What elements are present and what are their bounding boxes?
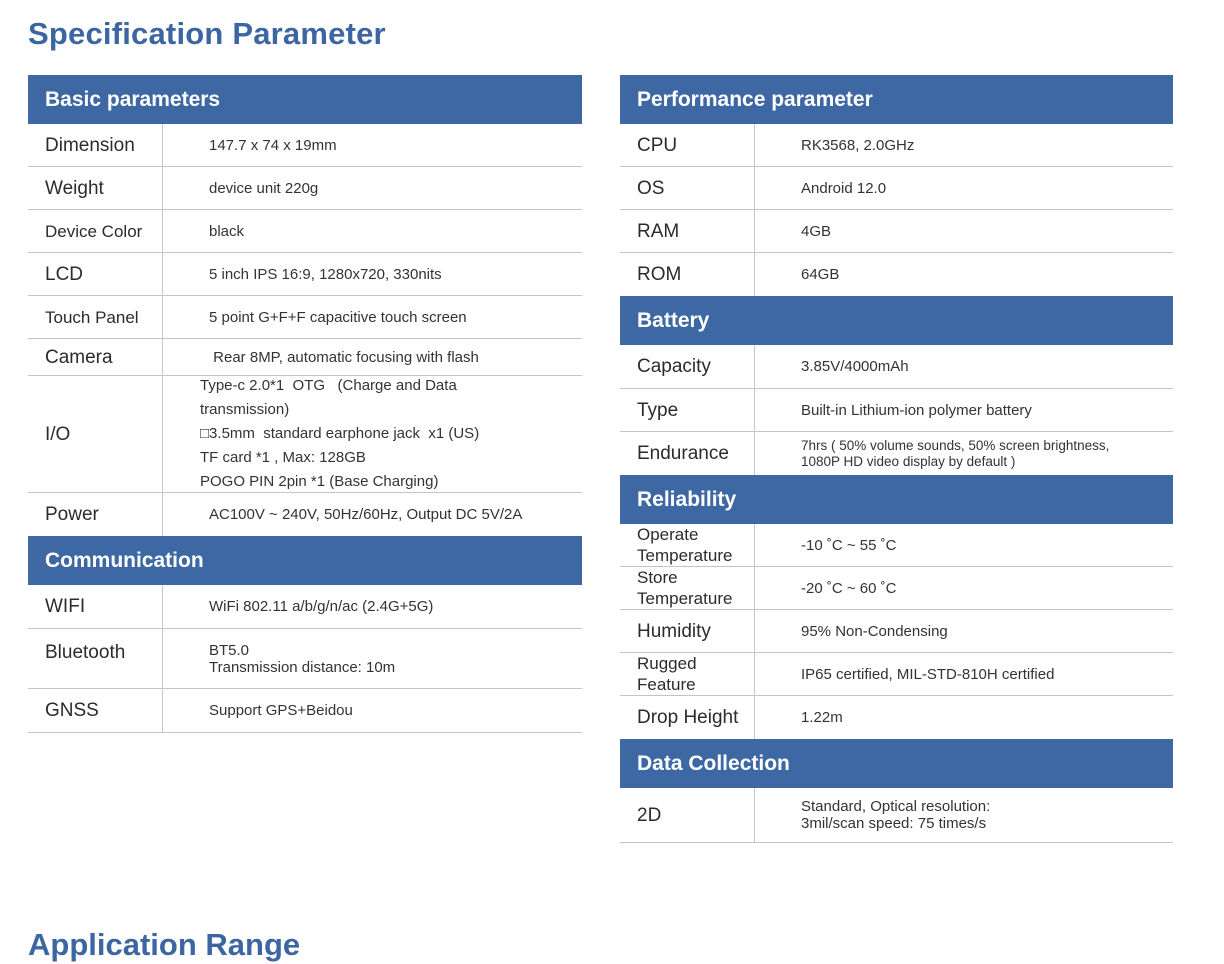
spec-row-type (620, 389, 1173, 432)
spec-label: LCD (28, 253, 163, 295)
section-header-battery: Battery (620, 296, 1173, 345)
spec-label: Touch Panel (28, 296, 163, 338)
spec-value (755, 788, 1173, 842)
spec-value: IP65 certified, MIL-STD-810H certified (801, 665, 1055, 683)
spec-value: -20 ˚C ~ 60 ˚C (801, 579, 897, 597)
spec-row-touch-panel (28, 296, 582, 339)
io-line: Type-c 2.0*1 OTG (Charge and Data (200, 377, 457, 394)
spec-value: 1.22m (801, 709, 843, 726)
spec-row-drop-height (620, 696, 1173, 739)
spec-value: -10 ˚C ~ 55 ˚C (801, 536, 897, 554)
spec-value (163, 629, 582, 688)
section-header-communication: Communication (28, 536, 582, 585)
io-line: □3.5mm standard earphone jack x1 (US) (200, 425, 480, 442)
spec-label: Power (28, 493, 163, 536)
spec-label: Drop Height (620, 696, 755, 739)
spec-row-camera (28, 339, 582, 376)
spec-value (163, 376, 582, 492)
spec-label: Bluetooth (28, 629, 163, 688)
section-header-reliability: Reliability (620, 475, 1173, 524)
spec-label: 2D (620, 788, 755, 842)
spec-row-lcd (28, 253, 582, 296)
spec-label: I/O (28, 376, 163, 492)
spec-label: GNSS (28, 689, 163, 732)
io-line: transmission) (200, 401, 290, 418)
spec-label: WIFI (28, 585, 163, 628)
spec-value: AC100V ~ 240V, 50Hz/60Hz, Output DC 5V/2A (209, 506, 523, 523)
spec-label: OS (620, 167, 755, 209)
spec-row-operate-temperature (620, 524, 1173, 567)
spec-value: Android 12.0 (801, 179, 887, 197)
label-line: Temperature (637, 589, 733, 608)
spec-value: RK3568, 2.0GHz (801, 136, 915, 154)
spec-label: Capacity (620, 345, 755, 388)
io-line: POGO PIN 2pin *1 (Base Charging) (200, 473, 439, 490)
next-section-title: Application Range (28, 927, 301, 962)
spec-row-humidity (620, 610, 1173, 653)
spec-label: Dimension (28, 124, 163, 166)
spec-row-weight (28, 167, 582, 210)
spec-row-device-color (28, 210, 582, 253)
value-line: Standard, Optical resolution: (801, 798, 991, 815)
spec-value: device unit 220g (209, 179, 319, 197)
spec-row-capacity (620, 345, 1173, 389)
spec-value (755, 432, 1173, 475)
spec-row-ram (620, 210, 1173, 253)
right-column (620, 75, 1173, 843)
spec-value: 3.85V/4000mAh (801, 358, 909, 375)
label-line: Store (637, 568, 678, 587)
spec-value: 95% Non-Condensing (801, 622, 948, 640)
spec-row-wifi (28, 585, 582, 629)
spec-row-cpu (620, 124, 1173, 167)
spec-value: Built-in Lithium-ion polymer battery (801, 401, 1032, 419)
left-column (28, 75, 582, 733)
value-line: BT5.0 (209, 641, 250, 659)
spec-row-rom (620, 253, 1173, 296)
io-line: TF card *1 , Max: 128GB (200, 449, 366, 466)
spec-value: 4GB (801, 222, 832, 240)
spec-label (620, 653, 755, 695)
spec-row-power (28, 493, 582, 536)
spec-value: Rear 8MP, automatic focusing with flash (209, 348, 479, 366)
spec-row-os (620, 167, 1173, 210)
spec-value: Support GPS+Beidou (209, 702, 353, 719)
spec-row-gnss (28, 689, 582, 733)
spec-label (620, 567, 755, 609)
spec-row-dimension (28, 124, 582, 167)
spec-label: CPU (620, 124, 755, 166)
spec-value: 147.7 x 74 x 19mm (209, 136, 337, 154)
value-line: 3mil/scan speed: 75 times/s (801, 815, 987, 832)
spec-value: 5 inch IPS 16:9, 1280x720, 330nits (209, 265, 442, 283)
spec-label: Humidity (620, 610, 755, 652)
spec-label: Weight (28, 167, 163, 209)
label-line: Operate (637, 525, 699, 544)
spec-label: Endurance (620, 432, 755, 475)
spec-row-io (28, 376, 582, 493)
spec-label: Type (620, 389, 755, 431)
spec-value: 64GB (801, 266, 840, 283)
section-header-basic-parameters: Basic parameters (28, 75, 582, 124)
section-header-data-collection: Data Collection (620, 739, 1173, 788)
spec-value: 5 point G+F+F capacitive touch screen (209, 308, 467, 326)
spec-value: WiFi 802.11 a/b/g/n/ac (2.4G+5G) (209, 598, 434, 615)
spec-value: black (209, 222, 245, 240)
spec-label (620, 524, 755, 566)
spec-label: Device Color (28, 210, 163, 252)
spec-label: RAM (620, 210, 755, 252)
label-line: Rugged (637, 654, 697, 673)
label-line: Temperature (637, 546, 733, 565)
spec-label: Camera (28, 339, 163, 375)
spec-row-endurance (620, 432, 1173, 475)
label-line: Feature (637, 675, 696, 694)
value-line: 7hrs ( 50% volume sounds, 50% screen brightness, (801, 437, 1110, 453)
value-line: Transmission distance: 10m (209, 658, 396, 676)
spec-row-store-temperature (620, 567, 1173, 610)
spec-row-2d (620, 788, 1173, 843)
spec-label: ROM (620, 253, 755, 296)
spec-row-bluetooth (28, 629, 582, 689)
section-header-performance-parameter: Performance parameter (620, 75, 1173, 124)
page-title: Specification Parameter (28, 16, 386, 51)
value-line: 1080P HD video display by default ) (801, 453, 1016, 469)
spec-row-rugged-feature (620, 653, 1173, 696)
